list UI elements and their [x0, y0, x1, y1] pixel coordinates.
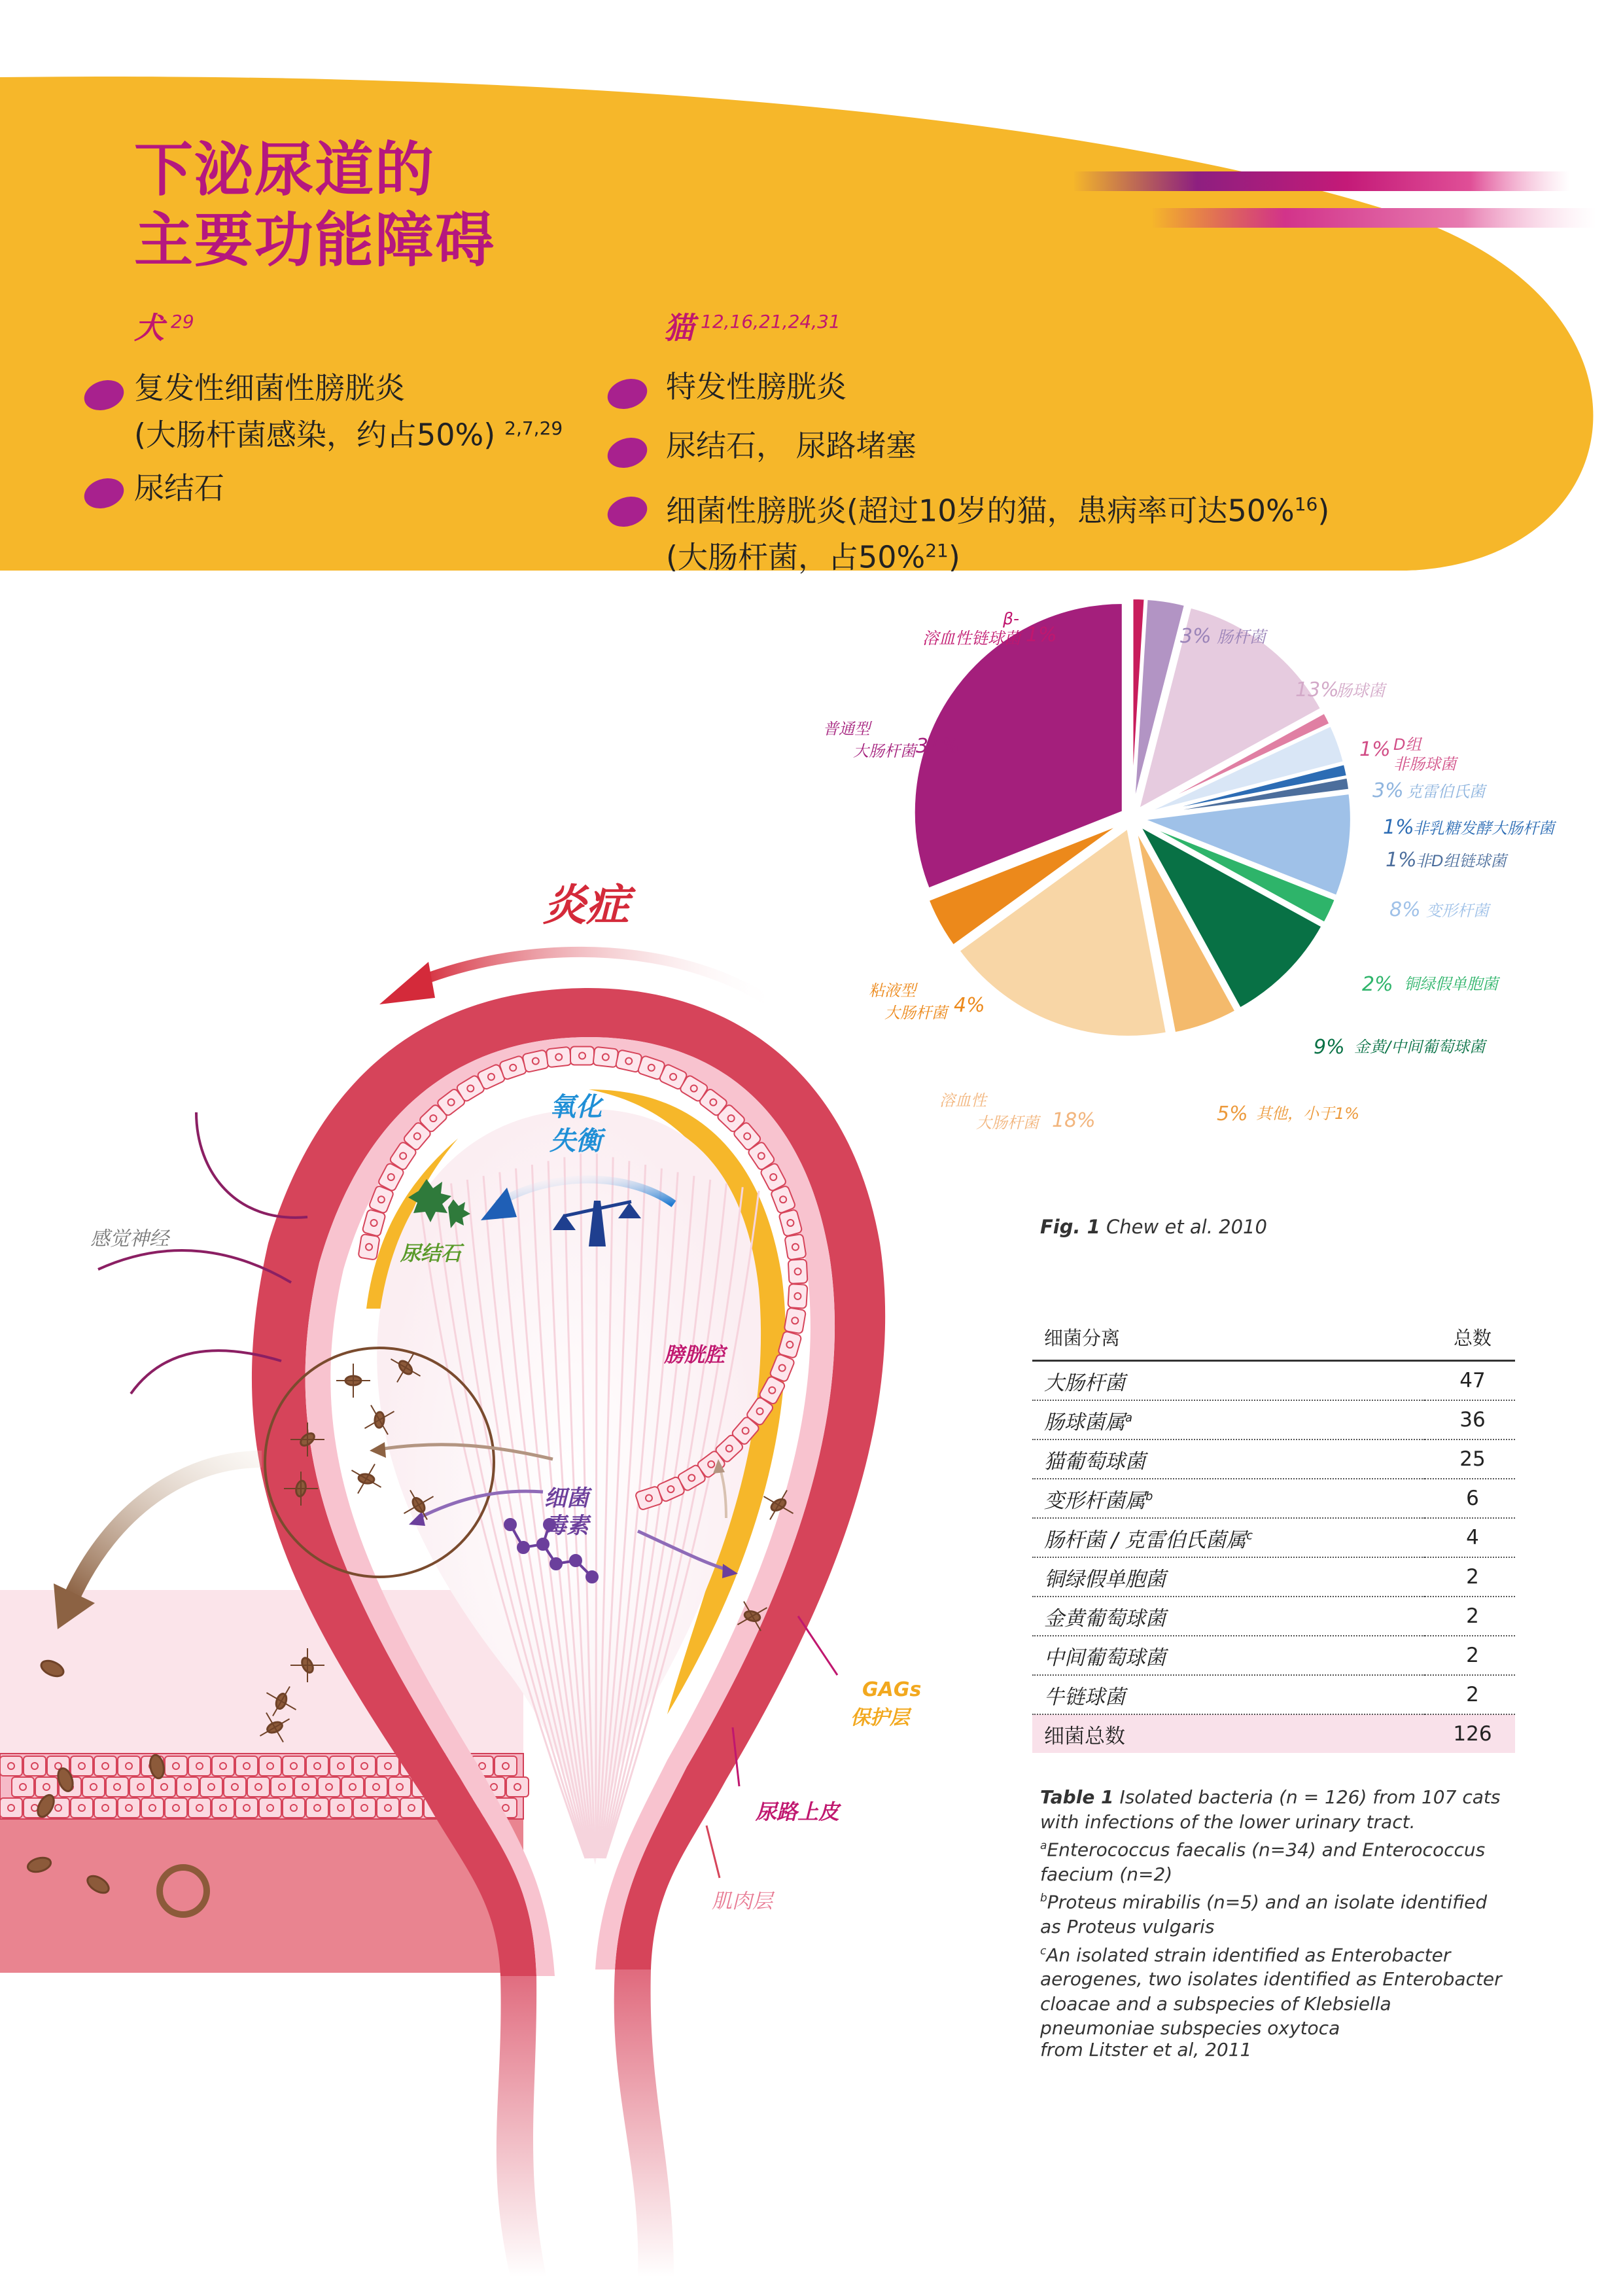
epithelial-cell — [362, 1209, 385, 1237]
tissue-cell — [94, 1798, 116, 1818]
pie-pct-mucoid: 4% — [954, 994, 985, 1017]
pie-label-proteus: 变形杆菌 — [1426, 902, 1489, 920]
tissue-cell — [283, 1756, 305, 1776]
pie-label-beta-a: β- — [1003, 609, 1019, 628]
dog-item-1 — [134, 368, 563, 455]
table-cell-name: 大肠杆菌 — [1032, 1361, 1425, 1401]
table-row — [1032, 1439, 1515, 1479]
tissue-cell — [377, 1798, 399, 1818]
cat-item-3-line1: 细菌性膀胱炎(超过10岁的猫，患病率可达50%$^{16}$) — [666, 493, 1330, 529]
dog-item-1-refs: 2,7,29 — [504, 417, 563, 439]
cat-refs: 12,16,21,24,31 — [701, 310, 841, 332]
tissue-cell — [259, 1756, 281, 1776]
gags-label-1: GAGs — [862, 1678, 922, 1701]
inflammation-label: 炎症 — [543, 880, 629, 930]
epithelial-cell — [358, 1234, 379, 1260]
tissue-cell — [506, 1777, 529, 1797]
pie-label-mucoid-b: 大肠杆菌 — [884, 1004, 947, 1022]
tissue-cell — [94, 1756, 116, 1776]
dog-item-1-line2: (大肠杆菌感染，约占50%) $^{2,7,29}$ — [134, 417, 563, 453]
tissue-cell — [71, 1798, 93, 1818]
table-header-count: 总数 — [1425, 1318, 1515, 1361]
table-cell-name: 肠球菌属$^a$ — [1032, 1400, 1425, 1439]
tissue-cell — [389, 1777, 411, 1797]
table-row — [1032, 1518, 1515, 1557]
invasion-arrow — [72, 1459, 262, 1597]
tissue-cell — [188, 1756, 211, 1776]
tissue-cell — [165, 1798, 187, 1818]
tissue-cell — [177, 1777, 199, 1797]
tissue-cell — [82, 1777, 105, 1797]
pie-pct-proteus: 8% — [1389, 898, 1421, 921]
table-row — [1032, 1479, 1515, 1518]
tissue-cell — [330, 1756, 352, 1776]
tissue-cell — [377, 1756, 399, 1776]
tissue-cell — [247, 1777, 270, 1797]
table-row — [1032, 1400, 1515, 1439]
tissue-cell — [283, 1798, 305, 1818]
pie-pct-hemolytic: 18% — [1052, 1109, 1096, 1132]
pie-label-nonlactose: 非乳糖发酵大肠杆菌 — [1413, 819, 1554, 838]
note-b: $^b$Proteus mirabilis (n=5) and an isolate identified — [1040, 1891, 1488, 1913]
cat-item-1: 特发性膀胱炎 — [666, 369, 846, 404]
dog-item-2: 尿结石 — [134, 470, 224, 506]
table-cell-name: 肠杆菌 / 克雷伯氏菌属$^c$ — [1032, 1518, 1425, 1557]
table-cell-count: 36 — [1425, 1400, 1515, 1439]
table-header-row — [1032, 1318, 1515, 1361]
tissue-cell — [71, 1756, 93, 1776]
tissue-cell — [236, 1798, 258, 1818]
decor-stripe-1 — [1073, 171, 1570, 191]
cat-item-3 — [666, 484, 1329, 578]
pie-pct-staph: 9% — [1314, 1036, 1345, 1059]
tissue-cell — [306, 1756, 328, 1776]
tissue-cell — [12, 1777, 34, 1797]
tissue-cell — [212, 1756, 234, 1776]
tissue-cell — [118, 1798, 140, 1818]
tissue-cell — [341, 1777, 364, 1797]
epithelial-cell — [784, 1307, 806, 1333]
pie-label-hemolytic-b: 大肠杆菌 — [976, 1114, 1039, 1132]
pie-label-enterococcus: 肠球菌 — [1336, 681, 1386, 700]
tissue-cell — [0, 1798, 22, 1818]
bacteria-table — [1032, 1318, 1515, 1753]
pie-label-beta-b: 溶血性链球菌 — [922, 629, 1021, 648]
table-total-count: 126 — [1425, 1714, 1515, 1753]
tissue-cell — [165, 1756, 187, 1776]
table-row — [1032, 1361, 1515, 1401]
tissue-cell — [259, 1798, 281, 1818]
muscle-label: 肌肉层 — [712, 1890, 773, 1913]
table-source: from Litster et al, 2011 — [1040, 2039, 1252, 2060]
pie-pct-nonlactose: 1% — [1383, 816, 1414, 839]
lumen-streak — [595, 1154, 597, 1858]
table-body — [1032, 1361, 1515, 1754]
table-cell-count: 2 — [1425, 1597, 1515, 1636]
epithelial-cell — [784, 1234, 806, 1260]
decor-stripe-2 — [1151, 208, 1596, 228]
table-row — [1032, 1557, 1515, 1597]
bladder-diagram — [0, 838, 981, 2296]
pie-label-hemolytic-a: 溶血性 — [939, 1091, 986, 1110]
tissue-cell — [0, 1756, 22, 1776]
tissue-cell — [24, 1756, 46, 1776]
table-cell-name: 中间葡萄球菌 — [1032, 1636, 1425, 1675]
table-caption: Table 1 Isolated bacteria (n = 126) from 107 cats — [1040, 1786, 1501, 1808]
pie-pct-klebsiella: 3% — [1372, 779, 1404, 802]
tissue-cell — [495, 1756, 517, 1776]
tissue-cell — [306, 1798, 328, 1818]
oxidation-label-1: 氧化 — [550, 1092, 602, 1122]
table-cell-count: 4 — [1425, 1518, 1515, 1557]
bacteria-label-2: 毒素 — [544, 1513, 589, 1539]
tissue-cell — [224, 1777, 246, 1797]
bacteria-label-1: 细菌 — [544, 1485, 589, 1511]
cat-label: 猫 — [664, 310, 694, 345]
page-title-line1: 下泌尿道的 — [134, 135, 435, 204]
callout-muscle — [707, 1826, 720, 1878]
urolith-label: 尿结石 — [400, 1242, 461, 1265]
page-title-line2: 主要功能障碍 — [134, 206, 495, 275]
table-total-name: 细菌总数 — [1032, 1714, 1425, 1753]
table-cell-name: 变形杆菌属$^b$ — [1032, 1479, 1425, 1518]
pie-label-common-a: 普通型 — [823, 720, 870, 738]
tissue-cell — [353, 1756, 375, 1776]
tissue-cell — [200, 1777, 222, 1797]
table-cell-name: 金黄葡萄球菌 — [1032, 1597, 1425, 1636]
tissue-cell — [318, 1777, 340, 1797]
bladder-neck — [497, 1969, 674, 2277]
table-row — [1032, 1675, 1515, 1714]
tissue-cell — [118, 1756, 140, 1776]
pie-label-mucoid-a: 粘液型 — [869, 981, 916, 1000]
pie-label-klebsiella: 克雷伯氏菌 — [1406, 783, 1485, 801]
pie-pct-enterococcus: 13% — [1295, 679, 1339, 701]
figure-caption: Fig. 1 Chew et al. 2010 — [1040, 1216, 1267, 1238]
cat-heading — [664, 304, 841, 347]
table-cell-name: 猫葡萄球菌 — [1032, 1439, 1425, 1479]
inflammation-arrow-head — [379, 962, 435, 1004]
pie-label-staph: 金黄/中间葡萄球菌 — [1354, 1038, 1486, 1056]
pie-label-groupd-a: D组 — [1393, 735, 1422, 754]
pie-label-groupd-b: 非肠球菌 — [1393, 755, 1456, 773]
pie-label-other: 其他，小于1% — [1256, 1104, 1360, 1123]
bladder-lumen-label: 膀胱腔 — [664, 1343, 725, 1367]
table-cell-count: 2 — [1425, 1557, 1515, 1597]
cat-item-2: 尿结石， 尿路堵塞 — [666, 428, 916, 463]
table-notes: Table 1 Isolated bacteria (n = 126) from 107 cats with infections of the lower urinary tract. $^a$Enterococcus faecalis (n=34) and Enterococcus faecium (n=2) $^b$Proteus mirabilis (n=5) and an isolate identified as Proteus vulgaris $^c$An isolated strain identified as Enterobacter aerogenes, two isolates identified as Enterobacter cloacae and a subspecies of Klebsiella pneumoniae subspecies oxytoca — [1040, 1785, 1511, 2041]
tissue-cell — [141, 1798, 164, 1818]
note-c: $^c$An isolated strain identified as Enterobacter — [1040, 1943, 1451, 1966]
tissue-cell — [330, 1798, 352, 1818]
tissue-cell — [153, 1777, 175, 1797]
table-cell-name: 牛链球菌 — [1032, 1675, 1425, 1714]
pie-pct-groupd: 1% — [1359, 738, 1391, 761]
pie-label-enterobacter: 肠杆菌 — [1217, 627, 1266, 646]
table-cell-count: 2 — [1425, 1636, 1515, 1675]
table-cell-count: 2 — [1425, 1675, 1515, 1714]
tissue-cell — [271, 1777, 293, 1797]
sensory-nerve-label: 感觉神经 — [90, 1227, 169, 1250]
dog-refs: 29 — [171, 310, 194, 332]
pie-label-pseudomonas: 铜绿假单胞菌 — [1404, 975, 1498, 993]
cat-item-3-line2: (大肠杆菌，占50%$^{21}$) — [666, 539, 960, 575]
tissue-cell — [188, 1798, 211, 1818]
pie-pct-common: 31% — [916, 735, 960, 758]
pie-label-common-b: 大肠杆菌 — [853, 742, 916, 760]
table-cell-name: 铜绿假单胞菌 — [1032, 1557, 1425, 1597]
oxidation-label-2: 失衡 — [550, 1126, 602, 1156]
pie-pct-other: 5% — [1217, 1103, 1248, 1125]
dog-label: 犬 — [134, 310, 164, 345]
epithelial-cell — [546, 1047, 572, 1068]
tissue-cell — [130, 1777, 152, 1797]
epithelial-cell — [788, 1260, 808, 1284]
dog-heading — [134, 304, 194, 347]
note-a: $^a$Enterococcus faecalis (n=34) and Enterococcus — [1040, 1839, 1486, 1861]
tissue-cell — [35, 1777, 58, 1797]
tissue-cell — [294, 1777, 317, 1797]
gags-label-2: 保护层 — [850, 1706, 909, 1729]
tissue-cell — [365, 1777, 387, 1797]
tissue-cell — [236, 1756, 258, 1776]
table-header-name: 细菌分离 — [1032, 1318, 1425, 1361]
callout-gags — [798, 1616, 837, 1675]
pie-pct-pseudomonas: 2% — [1362, 973, 1393, 996]
pie-pct-enterobacter: 3% — [1180, 625, 1212, 648]
table-row — [1032, 1597, 1515, 1636]
table-cell-count: 25 — [1425, 1439, 1515, 1479]
table-row — [1032, 1636, 1515, 1675]
urothelium-label: 尿路上皮 — [756, 1799, 840, 1824]
tissue-cell — [212, 1798, 234, 1818]
table-total-row — [1032, 1714, 1515, 1753]
epithelial-cell — [593, 1047, 618, 1068]
tissue-cell — [400, 1798, 423, 1818]
dog-item-1-line1: 复发性细菌性膀胱炎 — [134, 370, 405, 406]
table-cell-count: 6 — [1425, 1479, 1515, 1518]
pie-pct-nondstrep: 1% — [1386, 849, 1417, 872]
table-cell-count: 47 — [1425, 1361, 1515, 1401]
pie-label-nondstrep: 非D组链球菌 — [1416, 852, 1507, 870]
muscle-band — [0, 1819, 523, 1973]
epithelial-cell — [788, 1284, 807, 1309]
pie-pct-beta: 1% — [1026, 624, 1057, 646]
tissue-cell — [353, 1798, 375, 1818]
tissue-cell — [106, 1777, 128, 1797]
epithelial-cell — [570, 1047, 594, 1065]
